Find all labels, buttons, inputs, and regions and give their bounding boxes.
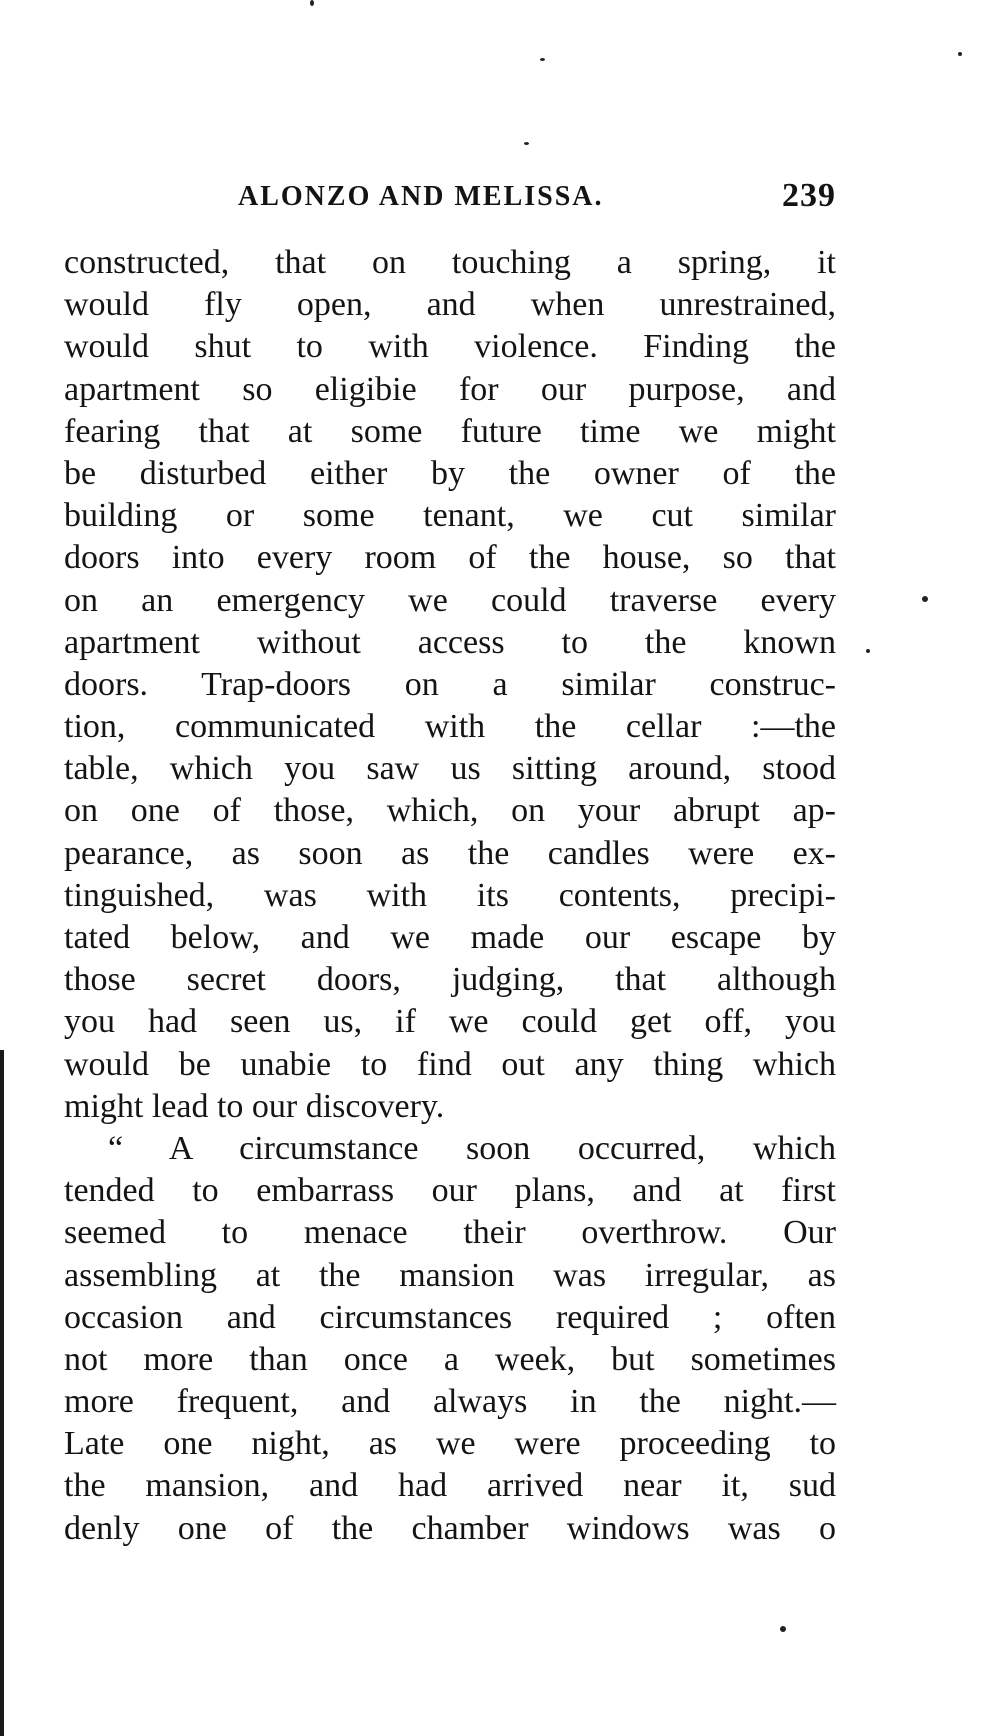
text-line: on an emergency we could traverse every [64, 581, 836, 619]
text-line: tion, communicated with the cellar :—the [64, 708, 836, 746]
text-line: would shut to with violence. Finding the [64, 328, 836, 366]
body-text [64, 242, 836, 1550]
text-line: more frequent, and always in the night.— [64, 1383, 836, 1421]
ink-speck [866, 649, 870, 653]
text-line: be disturbed either by the owner of the [64, 454, 836, 492]
text-line: pearance, as soon as the candles were ex- [64, 834, 836, 872]
ink-speck [922, 596, 928, 602]
ink-speck [524, 142, 529, 145]
page-number: 239 [782, 177, 836, 214]
text-line: tended to embarrass our plans, and at first [64, 1172, 836, 1210]
text-line: you had seen us, if we could get off, you [64, 1003, 836, 1041]
text-line: apartment so eligibie for our purpose, and [64, 370, 836, 408]
text-line: on one of those, which, on your abrupt ap- [64, 792, 836, 830]
text-line: tinguished, was with its contents, precipi- [64, 876, 836, 914]
text-line: the mansion, and had arrived near it, sud [64, 1467, 836, 1505]
paragraph [64, 242, 836, 1128]
text-line: would be unabie to find out any thing which [64, 1045, 836, 1083]
page-edge-shadow [0, 1050, 4, 1736]
ink-speck [310, 0, 314, 6]
text-line: fearing that at some future time we might [64, 412, 836, 450]
ink-speck [958, 52, 962, 56]
running-header [64, 177, 836, 225]
paragraph [64, 1128, 836, 1550]
text-line: assembling at the mansion was irregular, as [64, 1256, 836, 1294]
text-line: constructed, that on touching a spring, it [64, 244, 836, 281]
ink-speck [780, 1626, 786, 1632]
text-line: might lead to our discovery. [64, 1087, 445, 1125]
text-line: not more than once a week, but sometimes [64, 1340, 836, 1378]
text-line: occasion and circumstances required ; often [64, 1298, 836, 1336]
text-line: those secret doors, judging, that although [64, 961, 836, 999]
ink-speck [540, 58, 545, 61]
text-line: doors into every room of the house, so that [64, 539, 836, 577]
text-line: tated below, and we made our escape by [64, 919, 836, 956]
text-line: table, which you saw us sitting around, stood [64, 750, 836, 788]
text-line: apartment without access to the known [64, 623, 836, 661]
text-line: “ A circumstance soon occurred, which [108, 1129, 836, 1167]
text-line: seemed to menace their overthrow. Our [64, 1214, 836, 1252]
running-title: ALONZO AND MELISSA. [238, 181, 604, 212]
text-line: would fly open, and when unrestrained, [64, 286, 836, 324]
text-line: denly one of the chamber windows was o [64, 1509, 836, 1547]
text-line: Late one night, as we were proceeding to [64, 1425, 836, 1463]
text-line: building or some tenant, we cut similar [64, 497, 836, 535]
text-line: doors. Trap-doors on a similar construc- [64, 665, 836, 703]
